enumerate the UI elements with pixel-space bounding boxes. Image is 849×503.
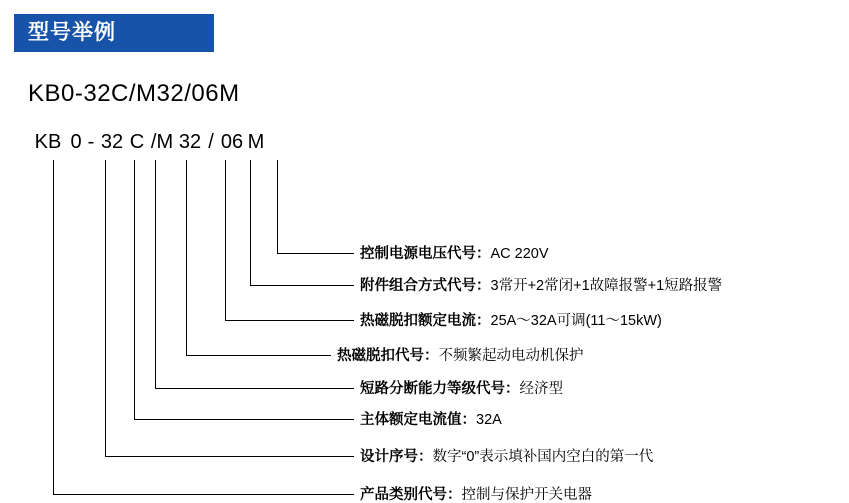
callout-leader-vertical	[225, 160, 226, 320]
callout-leader-horizontal	[53, 494, 354, 495]
callout-label-text: 短路分断能力等级代号：	[360, 381, 520, 397]
callout-leader-vertical	[53, 160, 54, 494]
callout-label-text: 附件组合方式代号：	[360, 278, 491, 294]
callout-leader-vertical	[134, 160, 135, 419]
callout-leader-vertical	[155, 160, 156, 388]
callout-value-text: 3常开+2常闭+1故障报警+1短路报警	[490, 278, 723, 294]
callout-leader-horizontal	[134, 419, 354, 420]
callout-label-text: 控制电源电压代号：	[360, 246, 491, 262]
code-segment: KB	[34, 131, 62, 153]
callout-label	[360, 278, 722, 294]
callout-value-text: 不频繁起动电动机保护	[438, 348, 584, 364]
callout-value-text: AC 220V	[490, 246, 549, 262]
callout-leader-vertical	[277, 160, 278, 253]
callout-leader-horizontal	[155, 388, 354, 389]
page-title: 型号举例	[28, 21, 116, 44]
callout-value-text: 25A～32A可调(11～15kW)	[490, 313, 662, 329]
code-segment: /	[208, 131, 214, 153]
code-segment: 06	[220, 131, 244, 153]
code-segment: /M	[150, 131, 174, 153]
callout-value-text: 数字“0”表示填补国内空白的第一代	[432, 449, 654, 465]
callout-leader-horizontal	[250, 285, 354, 286]
callout-label	[337, 348, 584, 364]
callout-value-text: 控制与保护开关电器	[461, 487, 592, 503]
callout-leader-horizontal	[186, 355, 331, 356]
code-segment: -	[87, 131, 95, 153]
callout-label-text: 热磁脱扣额定电流：	[360, 313, 491, 329]
callout-label-text: 热磁脱扣代号：	[337, 348, 439, 364]
callout-label-text: 主体额定电流值：	[360, 412, 476, 428]
callout-leader-horizontal	[277, 253, 354, 254]
callout-label-text: 产品类别代号：	[360, 487, 462, 503]
callout-leader-horizontal	[225, 320, 354, 321]
code-segment: C	[129, 131, 145, 153]
callout-label	[360, 313, 662, 329]
callout-leader-horizontal	[105, 456, 354, 457]
model-code-segments	[28, 131, 266, 157]
code-segment: M	[247, 131, 265, 153]
callout-label	[360, 381, 563, 397]
callout-value-text: 32A	[476, 412, 502, 428]
code-segment: 32	[100, 131, 124, 153]
code-segment: 0	[70, 131, 82, 153]
callout-label-text: 设计序号：	[360, 449, 433, 465]
callout-label	[360, 487, 592, 503]
callout-label	[360, 412, 502, 428]
callout-value-text: 经济型	[519, 381, 563, 397]
callout-leader-vertical	[250, 160, 251, 285]
callout-leader-vertical	[186, 160, 187, 355]
callout-label	[360, 449, 653, 465]
callout-leader-vertical	[105, 160, 106, 456]
code-segment: 32	[178, 131, 202, 153]
callout-label	[360, 246, 549, 262]
model-code-headline: KB0-32C/M32/06M	[28, 80, 240, 107]
